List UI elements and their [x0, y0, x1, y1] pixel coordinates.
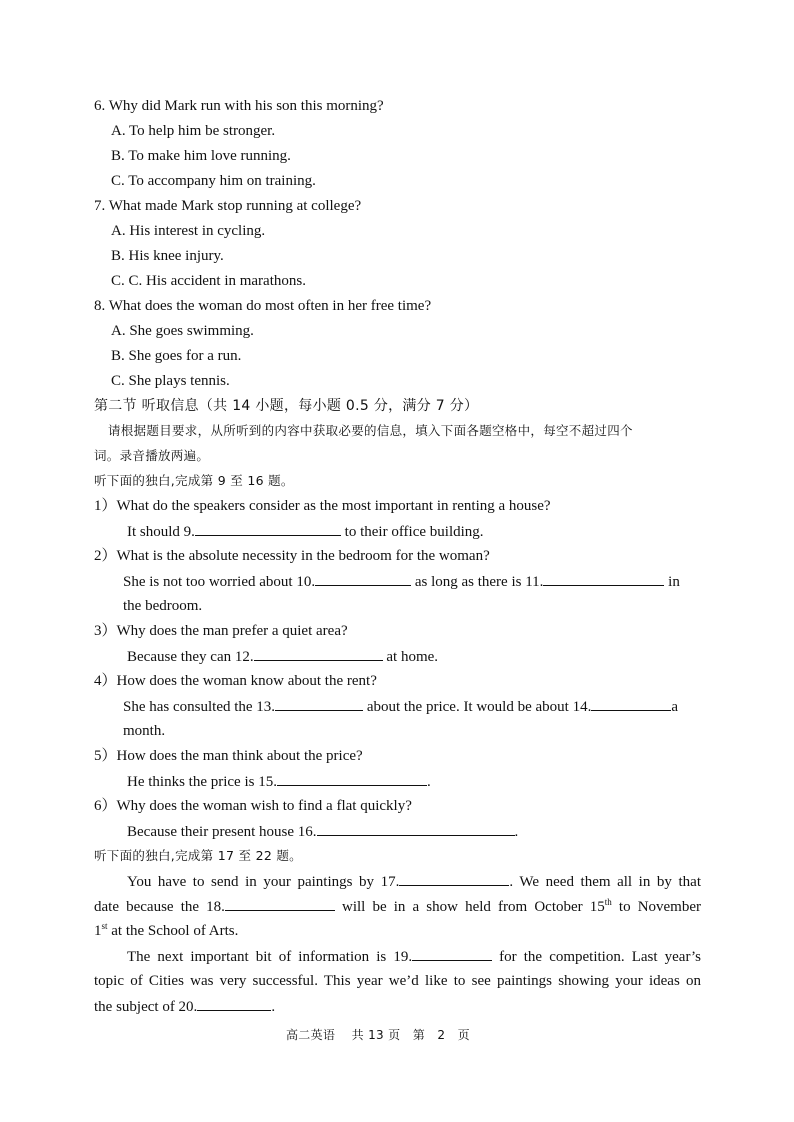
paragraph-1-line-3: 1st at the School of Arts. [94, 921, 239, 939]
blank-20[interactable] [197, 996, 271, 1011]
question-8: 8. What does the woman do most often in her free time? [94, 298, 432, 314]
paragraph-1-line-1: You have to send in your paintings by 17. . We need them all in by that [127, 871, 701, 892]
item-4-answer-continued: month. [123, 723, 166, 739]
item-2-answer: She is not too worried about 10. as long as there is 11. in [123, 571, 680, 592]
section-two-heading: 第二节 听取信息（共 14 小题，每小题 0.5 分，满分 7 分） [94, 398, 479, 414]
blank-10[interactable] [315, 571, 411, 586]
blank-17[interactable] [399, 871, 509, 886]
question-6: 6. Why did Mark run with his son this morning? [94, 98, 384, 114]
q7-option-a: A. His interest in cycling. [111, 223, 266, 239]
paragraph-1-line-2: date because the 18. will be in a show held from October 15th to November [94, 897, 702, 915]
question-7: 7. What made Mark stop running at college? [94, 198, 362, 214]
monologue-2-intro: 听下面的独白,完成第 17 至 22 题。 [94, 848, 302, 863]
blank-18[interactable] [225, 896, 335, 911]
item-2-answer-continued: the bedroom. [123, 598, 203, 614]
footer-subject: 高二英语 [286, 1028, 336, 1042]
footer-total-pages: 共 13 页 [351, 1028, 401, 1042]
item-3-question: 3）Why does the man prefer a quiet area? [94, 623, 348, 639]
item-5-answer: He thinks the price is 15. . [127, 771, 431, 792]
item-6-answer: Because their present house 16. . [127, 821, 518, 842]
paragraph-2-line-2: topic of Cities was very successful. This year we’d like to see paintings showing your ideas on [94, 973, 701, 989]
blank-14[interactable] [591, 696, 671, 711]
instruction-line-2: 词。录音播放两遍。 [94, 448, 210, 463]
page-footer: 高二英语 共 13 页 第 2 页 [286, 1028, 470, 1042]
q6-option-b: B. To make him love running. [111, 148, 291, 164]
item-1-answer: It should 9. to their office building. [127, 521, 484, 542]
item-3-answer: Because they can 12. at home. [127, 646, 438, 667]
item-5-question: 5）How does the man think about the price? [94, 748, 363, 764]
blank-9[interactable] [195, 521, 341, 536]
blank-16[interactable] [317, 821, 515, 836]
blank-12[interactable] [254, 646, 383, 661]
q8-option-a: A. She goes swimming. [111, 323, 254, 339]
footer-page-number: 2 [437, 1028, 446, 1042]
q6-option-c: C. To accompany him on training. [111, 173, 316, 189]
instruction-line-1: 请根据题目要求，从所听到的内容中获取必要的信息，填入下面各题空格中，每空不超过四个 [108, 423, 633, 438]
q8-option-c: C. She plays tennis. [111, 373, 230, 389]
item-6-question: 6）Why does the woman wish to find a flat quickly? [94, 798, 412, 814]
item-1-question: 1）What do the speakers consider as the most important in renting a house? [94, 498, 551, 514]
blank-19[interactable] [412, 946, 492, 961]
q6-option-a: A. To help him be stronger. [111, 123, 276, 139]
q7-option-b: B. His knee injury. [111, 248, 224, 264]
item-2-question: 2）What is the absolute necessity in the bedroom for the woman? [94, 548, 490, 564]
q7-option-c: C. C. His accident in marathons. [111, 273, 306, 289]
monologue-1-intro: 听下面的独白,完成第 9 至 16 题。 [94, 473, 294, 488]
item-4-answer: She has consulted the 13. about the price. It would be about 14. a [123, 696, 678, 717]
item-4-question: 4）How does the woman know about the rent? [94, 673, 377, 689]
paragraph-2-line-1: The next important bit of information is 19. for the competition. Last year’s [127, 946, 701, 967]
blank-11[interactable] [543, 571, 664, 586]
blank-13[interactable] [275, 696, 363, 711]
blank-15[interactable] [277, 771, 427, 786]
paragraph-2-line-3: the subject of 20. . [94, 996, 275, 1017]
q8-option-b: B. She goes for a run. [111, 348, 242, 364]
